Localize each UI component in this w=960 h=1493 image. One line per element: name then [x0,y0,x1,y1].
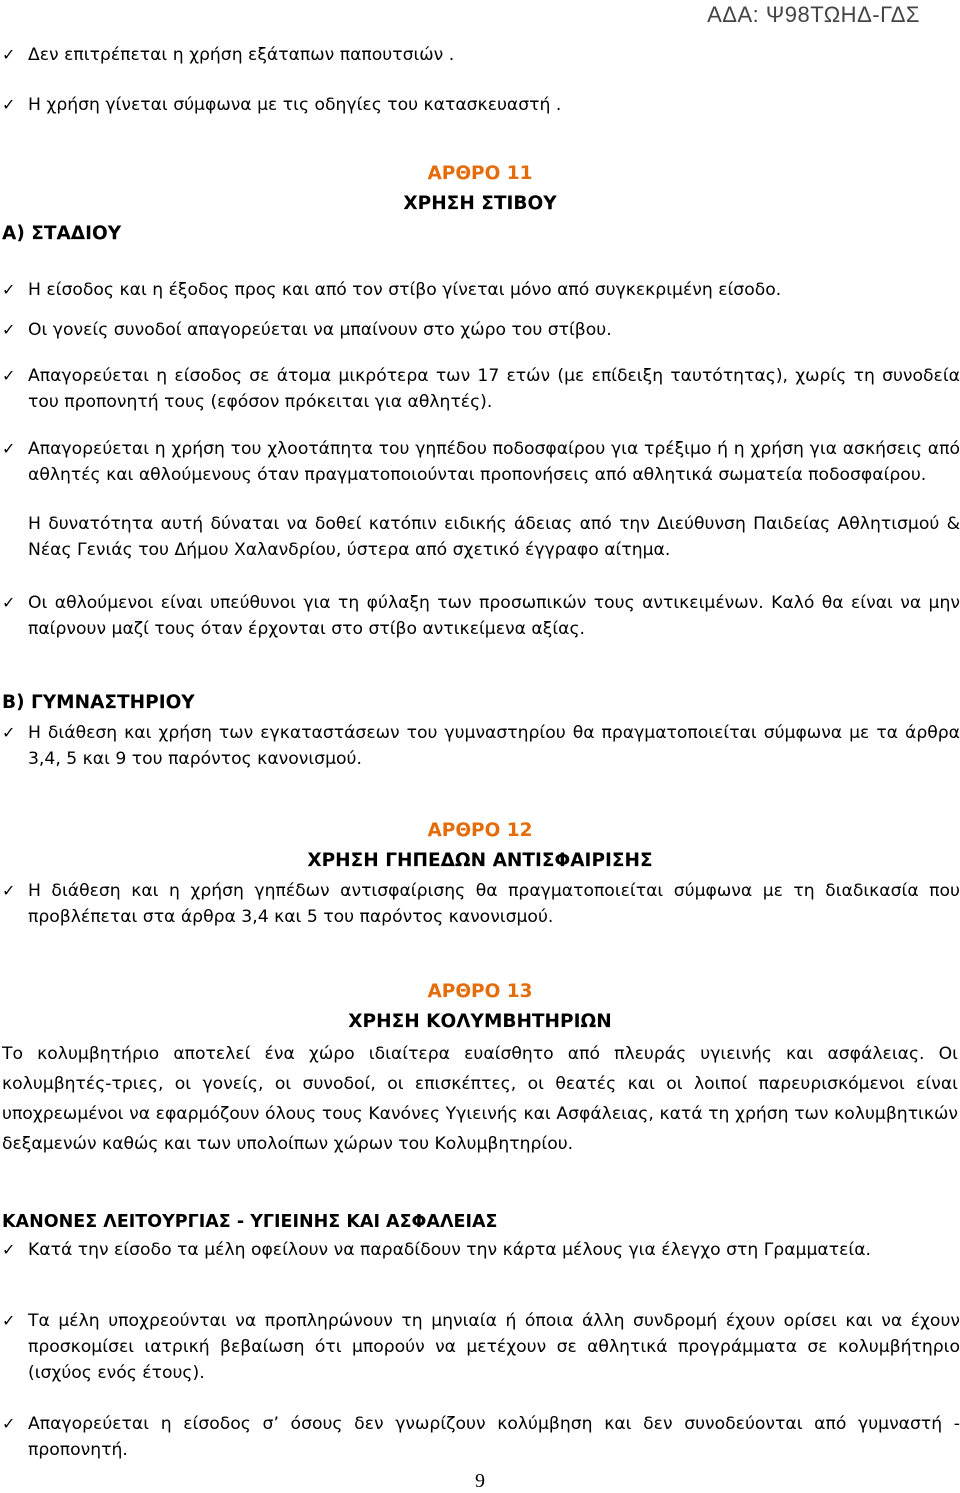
article-12-number: ΑΡΘΡΟ 12 [427,820,533,841]
list-item: ✓ Η διάθεση και η χρήση γηπέδων αντισφαίρισης θα πραγματοποιείται σύμφωνα με τη διαδικασία που προβλέπεται στα άρθρα 3,4 και 5 του παρόντος κανονισμού. [2,878,960,930]
article-13-paragraph: Το κολυμβητήριο αποτελεί ένα χώρο ιδιαίτερα ευαίσθητο από πλευράς υγιεινής και ασφάλειας. Οι κολυμβητές-τριες, οι γονείς, οι συνοδοί, οι επισκέπτες, οι θεατές και οι λοιποί παρευρισκόμενοι είναι υποχρεωμένοι να εφαρμόζουν όλους τους Κανόνες Υγιεινής και Ασφάλειας, κατά τη χρήση των κολυμβητικών δεξαμενών καθώς και των υπολοίπων χώρων του Κολυμβητηρίου. [2,1044,958,1154]
checkmark-icon: ✓ [2,45,16,64]
article-13-number: ΑΡΘΡΟ 13 [427,981,533,1002]
checkmark-icon: ✓ [2,881,16,900]
checkmark-icon: ✓ [2,1311,16,1330]
list-item: ✓ Η είσοδος και η έξοδος προς και από τον στίβο γίνεται μόνο από συγκεκριμένη είσοδο. [2,277,952,303]
page-number: 9 [475,1470,485,1492]
list-item: ✓ Δεν επιτρέπεται η χρήση εξάταπων παπουτσιών . [2,42,902,68]
list-item: ✓ Οι γονείς συνοδοί απαγορεύεται να μπαίνουν στο χώρο του στίβου. [2,317,952,343]
article-11-number: ΑΡΘΡΟ 11 [427,163,533,184]
list-item: ✓ Οι αθλούμενοι είναι υπεύθυνοι για τη φύλαξη των προσωπικών τους αντικειμένων. Καλό θα είναι να μην παίρνουν μαζί τους όταν έρχονται στο στίβο αντικείμενα αξίας. [2,590,960,642]
article-13-title: ΧΡΗΣΗ ΚΟΛΥΜΒΗΤΗΡΙΩΝ [348,1011,612,1032]
section-a-heading: Α) ΣΤΑΔΙΟΥ [2,223,122,244]
list-item: ✓ Τα μέλη υποχρεούνται να προπληρώνουν τη μηνιαία ή όποια άλλη συνδρομή έχουν ορίσει και να έχουν προσκομίσει ιατρική βεβαίωση ότι μπορούν να μετέχουν σε αθλητικά προγράμματα σε κολυμβήτηριο (ισχύος ενός έτους). [2,1308,960,1386]
checkmark-icon: ✓ [2,95,16,114]
checkmark-icon: ✓ [2,320,16,339]
list-item: ✓ Η διάθεση και χρήση των εγκαταστάσεων του γυμναστηρίου θα πραγματοποιείται σύμφωνα με τα άρθρα 3,4, 5 και 9 του παρόντος κανονισμού. [2,720,960,772]
section-b-heading: Β) ΓΥΜΝΑΣΤΗΡΙΟΥ [2,692,195,713]
list-item: ✓ Απαγορεύεται η είσοδος σ’ όσους δεν γνωρίζουν κολύμβηση και δεν συνοδεύονται από γυμναστή - προπονητή. [2,1411,960,1463]
article-11-title: ΧΡΗΣΗ ΣΤΙΒΟΥ [403,193,557,214]
list-item: ✓ Η χρήση γίνεται σύμφωνα με τις οδηγίες του κατασκευαστή . [2,92,902,118]
checkmark-icon: ✓ [2,439,16,458]
checkmark-icon: ✓ [2,1414,16,1433]
list-item: ✓ Απαγορεύεται η είσοδος σε άτομα μικρότερα των 17 ετών (με επίδειξη ταυτότητας), χωρίς τη συνοδεία του προπονητή τους (εφόσον πρόκειται για αθλητές). [2,363,960,415]
checkmark-icon: ✓ [2,1240,16,1259]
checkmark-icon: ✓ [2,280,16,299]
ada-code: ΑΔΑ: Ψ98ΤΩΗΔ-ΓΔΣ [707,2,920,27]
article-12-title: ΧΡΗΣΗ ΓΗΠΕΔΩΝ ΑΝΤΙΣΦΑΙΡΙΣΗΣ [307,850,653,871]
checkmark-icon: ✓ [2,723,16,742]
section-a-note: Η δυνατότητα αυτή δύναται να δοθεί κατόπιν ειδικής άδειας από την Διεύθυνση Παιδείας Αθλητισμού & Νέας Γενιάς του Δήμου Χαλανδρίου, ύστερα από σχετικό έγγραφο αίτημα. [28,514,960,560]
checkmark-icon: ✓ [2,366,16,385]
rules-heading: ΚΑΝΟΝΕΣ ΛΕΙΤΟΥΡΓΙΑΣ - ΥΓΙΕΙΝΗΣ ΚΑΙ ΑΣΦΑΛΕΙΑΣ [2,1212,498,1232]
list-item: ✓ Απαγορεύεται η χρήση του χλοοτάπητα του γηπέδου ποδοσφαίρου για τρέξιμο ή η χρήση για ασκήσεις από αθλητές και αθλούμενους όταν πραγματοποιούνται προπονήσεις από αθλητικά σωματεία ποδοσφαίρου. [2,436,960,488]
list-item: ✓ Κατά την είσοδο τα μέλη οφείλουν να παραδίδουν την κάρτα μέλους για έλεγχο στη Γραμματεία. [2,1237,960,1263]
checkmark-icon: ✓ [2,593,16,612]
